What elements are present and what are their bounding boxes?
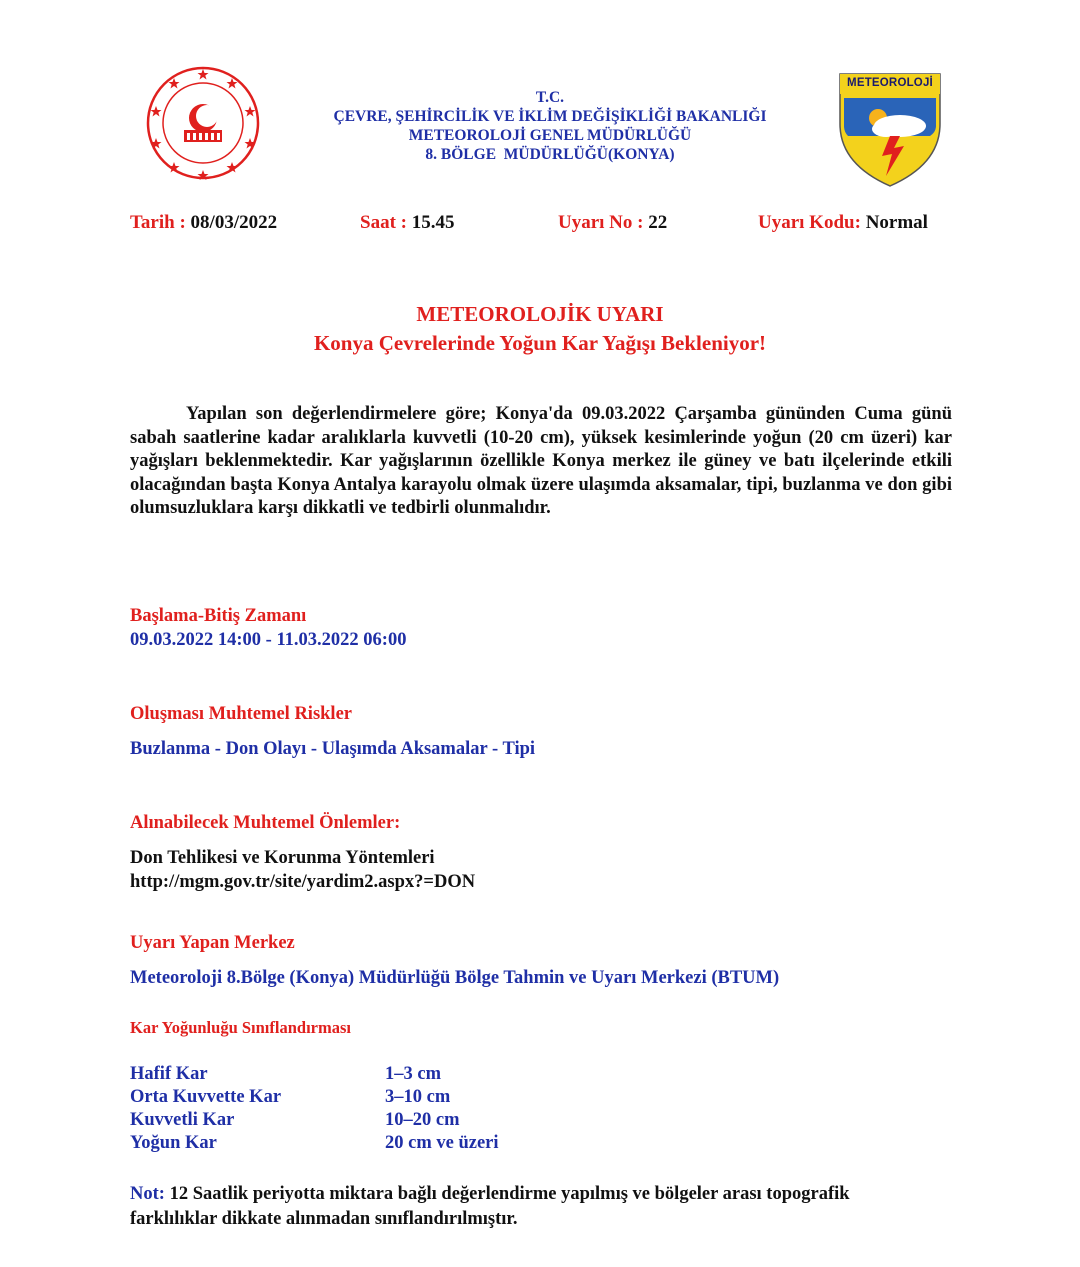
warning-title: METEOROLOJİK UYARI (416, 302, 664, 326)
note-text: 12 Saatlik periyotta miktara bağlı değerlendirme yapılmış ve bölgeler arası topografik farklılıklar dikkate alınmadan sınıflandırılmıştır. (130, 1184, 850, 1229)
time-label: Saat : (360, 212, 407, 233)
warning-number-field (558, 212, 667, 234)
header-line-tc: T.C. (535, 89, 565, 106)
classification-table (130, 1064, 499, 1156)
header-line-directorate: METEOROLOJİ GENEL MÜDÜRLÜĞÜ (408, 127, 692, 144)
time-value: 15.45 (411, 212, 455, 233)
warning-title-block (0, 300, 1080, 358)
header-line-region: 8. BÖLGE MÜDÜRLÜĞÜ(KONYA) (425, 146, 675, 163)
table-row (130, 1064, 499, 1087)
class-name: Kuvvetli Kar (130, 1110, 235, 1130)
class-name: Yoğun Kar (130, 1133, 217, 1153)
header-line-ministry: ÇEVRE, ŞEHİRCİLİK VE İKLİM DEĞİŞİKLİĞİ BAKANLIĞI (333, 108, 767, 125)
class-range: 3–10 cm (385, 1087, 451, 1107)
period-heading: Başlama-Bitiş Zamanı (130, 606, 307, 626)
note-label: Not: (130, 1184, 165, 1204)
center-value: Meteoroloji 8.Bölge (Konya) Müdürlüğü Bölge Tahmin ve Uyarı Merkezi (BTUM) (130, 968, 780, 988)
warning-number-value: 22 (648, 212, 668, 233)
date-value: 08/03/2022 (190, 212, 278, 233)
risks-value: Buzlanma - Don Olayı - Ulaşımda Aksamalar - Tipi (130, 739, 536, 759)
measures-heading: Alınabilecek Muhtemel Önlemler: (130, 813, 401, 833)
warning-number-label: Uyarı No : (558, 212, 644, 233)
class-range: 10–20 cm (385, 1110, 460, 1130)
time-field (360, 212, 454, 234)
period-section (130, 605, 406, 652)
measures-content (130, 847, 475, 894)
class-name: Hafif Kar (130, 1064, 208, 1084)
note (130, 1182, 890, 1232)
class-range: 20 cm ve üzeri (385, 1133, 499, 1153)
warning-code-value: Normal (865, 212, 928, 233)
date-label: Tarih : (130, 212, 186, 233)
warning-body-text: Yapılan son değerlendirmelere göre; Konya'da 09.03.2022 Çarşamba gününden Cuma günü sabah saatlerine kadar aralıklarla kuvvetli (10-20 cm), yüksek kesimlerinde yoğun (20 cm üzeri) kar yağışları beklenmektedir. Kar yağışlarının özellikle Konya merkez ile güney ve batı ilçelerinde etkili olacağından başta Konya Antalya karayolu olmak üzere ulaşımda aksamalar, tipi, buzlanma ve don gibi olumsuzluklara karşı dikkatli ve tedbirli olunmalıdır. (130, 404, 952, 518)
class-range: 1–3 cm (385, 1064, 441, 1084)
meteoroloji-logo (838, 72, 942, 188)
table-row (130, 1110, 499, 1133)
center-heading: Uyarı Yapan Merkez (130, 933, 295, 953)
classification-heading: Kar Yoğunluğu Sınıflandırması (130, 1018, 351, 1037)
warning-code-label: Uyarı Kodu: (758, 212, 861, 233)
table-row (130, 1087, 499, 1110)
warning-subtitle: Konya Çevrelerinde Yoğun Kar Yağışı Bekleniyor! (313, 331, 767, 355)
period-value: 09.03.2022 14:00 - 11.03.2022 06:00 (130, 629, 407, 650)
class-name: Orta Kuvvette Kar (130, 1087, 282, 1107)
table-row (130, 1133, 499, 1156)
ministry-seal-logo (146, 66, 260, 180)
logo-label: METEOROLOJİ (847, 77, 933, 89)
date-field (130, 212, 277, 234)
measures-line-title: Don Tehlikesi ve Korunma Yöntemleri (130, 848, 435, 868)
measures-link[interactable]: http://mgm.gov.tr/site/yardim2.aspx?=DON (130, 871, 476, 892)
ministry-header (270, 88, 830, 164)
risks-heading: Oluşması Muhtemel Riskler (130, 704, 352, 724)
warning-code-field (758, 212, 928, 234)
